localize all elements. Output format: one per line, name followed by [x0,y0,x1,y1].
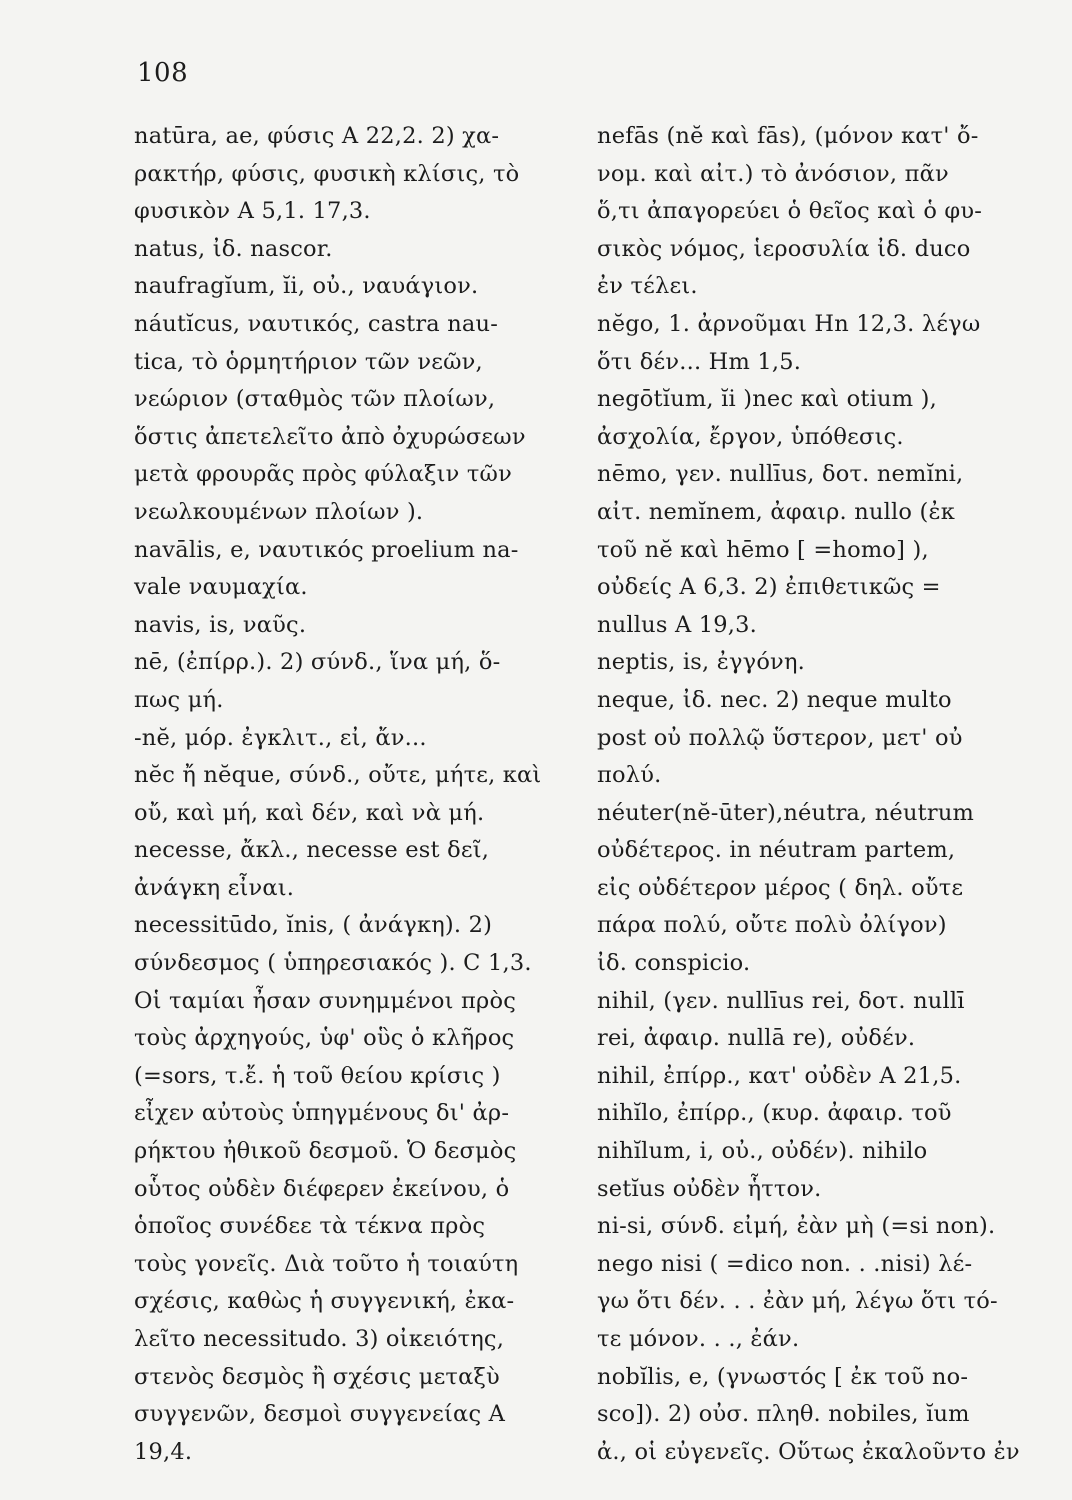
text-line: πάρα πολύ, οὔτε πολὺ ὀλίγον) [597,912,947,939]
text-line: nego nisi ( =dico non. . .nisi) λέ- [597,1250,973,1277]
text-line: γω ὅτι δέν. . . ἐὰν μή, λέγω ὅτι τό- [597,1288,998,1315]
text-line: navis, is, ναῦς. [134,611,307,638]
text-line: nihil, ἐπίρρ., κατ' οὐδὲν Α 21,5. [597,1062,962,1089]
text-line: naufragĭum, ĭi, οὐ., ναυάγιον. [134,273,479,300]
text-line: συγγενῶν, δεσμοὶ συγγενείας Α [134,1401,506,1428]
text-line: setĭus οὐδὲν ἧττον. [597,1175,822,1202]
text-line: post οὐ πολλῷ ὕστερον, μετ' οὐ [597,724,963,751]
text-line: νεωλκουμένων πλοίων ). [134,498,424,525]
text-line: 19,4. [134,1438,193,1465]
text-line: neptis, is, ἐγγόνη. [597,649,805,676]
text-line: sco]). 2) οὐσ. πληθ. nobiles, ĭum [597,1401,970,1428]
text-line: nefās (nĕ καὶ fās), (μόνον κατ' ὄ- [597,123,979,149]
text-line: τοῦ nĕ καὶ hēmo [ =homo] ), [597,536,929,563]
text-line: στενὸς δεσμὸς ἢ σχέσις μεταξὺ [134,1363,500,1390]
text-line: nĕc ἤ nĕque, σύνδ., οὔτε, μήτε, καὶ [134,762,542,789]
text-line: οὔ, καὶ μή, καὶ δέν, καὶ νὰ μή. [134,799,485,826]
text-line: ὅ,τι ἀπαγορεύει ὁ θεῖος καὶ ὁ φυ- [597,198,983,225]
text-line: néuter(nĕ-ūter),néutra, néutrum [597,799,975,826]
text-line: ὅτι δέν... Hm 1,5. [597,348,802,375]
text-line: rei, ἀφαιρ. nullā re), οὐδέν. [597,1025,916,1052]
text-line: μετὰ φρουρᾶς πρὸς φύλαξιν τῶν [134,461,512,488]
text-line: τε μόνον. . ., ἐάν. [597,1326,800,1352]
text-line: σύνδεσμος ( ὑπηρεσιακός ). C 1,3. [134,950,532,977]
text-line: ἀνάγκη εἶναι. [134,874,295,901]
text-line: ἰδ. conspicio. [597,950,751,977]
text-line: λεῖτο necessitudo. 3) οἰκειότης, [134,1326,505,1352]
text-line: nobĭlis, e, (γνωστός [ ἐκ τοῦ no- [597,1363,969,1390]
text-line: ἀ., οἱ εὐγενεῖς. Οὕτως ἐκαλοῦντο ἐν [597,1438,1020,1465]
text-line: nē, (ἐπίρρ.). 2) σύνδ., ἵνα μή, ὅ- [134,649,501,676]
text-line: σχέσις, καθὼς ἡ συγγενική, ἐκα- [134,1288,515,1315]
text-line: nihĭlo, ἐπίρρ., (κυρ. ἀφαιρ. τοῦ [597,1100,952,1127]
text-line: πως μή. [134,686,224,713]
text-line: εἰς οὐδέτερον μέρος ( δηλ. οὔτε [597,874,964,901]
text-line: νομ. καὶ αἰτ.) τὸ ἀνόσιον, πᾶν [597,160,949,187]
text-line: σικὸς νόμος, ἱεροσυλία ἰδ. duco [597,235,971,262]
text-line: Οἱ ταμίαι ἦσαν συνημμένοι πρὸς [134,987,516,1014]
text-line: ἐν τέλει. [597,273,698,300]
right-column [597,118,1039,1471]
text-line: ἀσχολία, ἔργον, ὑπόθεσις. [597,423,904,450]
text-line: vale ναυμαχία. [134,574,308,601]
text-line: νεώριον (σταθμὸς τῶν πλοίων, [134,386,496,413]
text-line: ρήκτου ἠθικοῦ δεσμοῦ. Ὁ δεσμὸς [134,1138,517,1165]
text-line: -nĕ, μόρ. ἐγκλιτ., εἰ, ἄν... [134,724,427,751]
text-line: natūra, ae, φύσις Α 22,2. 2) χα- [134,123,500,149]
text-line: οὐδείς Α 6,3. 2) ἐπιθετικῶς = [597,574,941,601]
text-line: τοὺς γονεῖς. Διὰ τοῦτο ἡ τοιαύτη [134,1250,519,1277]
text-line: ρακτήρ, φύσις, φυσικὴ κλίσις, τὸ [134,160,520,187]
text-line: πολύ. [597,762,662,789]
text-line: neque, ἰδ. nec. 2) neque multo [597,686,952,713]
text-line: necessitūdo, ĭnis, ( ἀνάγκη). 2) [134,912,493,939]
text-line: εἶχεν αὐτοὺς ὑπηγμένους δι' ἀρ- [134,1100,510,1127]
text-line: necesse, ἄκλ., necesse est δεῖ, [134,837,490,864]
text-line: οὐδέτερος. in néutram partem, [597,837,956,864]
text-line: nullus Α 19,3. [597,611,758,638]
left-column [134,118,574,1471]
text-line: ὁποῖος συνέδεε τὰ τέκνα πρὸς [134,1213,486,1240]
text-line: nēmo, γεν. nullīus, δοτ. nemĭni, [597,461,964,488]
text-line: nihĭlum, i, οὐ., οὐδέν). nihilo [597,1138,928,1165]
text-line: ni-si, σύνδ. εἰμή, ἐὰν μὴ (=si non). [597,1213,996,1240]
text-line: tica, τὸ ὁρμητήριον τῶν νεῶν, [134,348,483,375]
text-line: τοὺς ἀρχηγούς, ὑφ' οὓς ὁ κλῆρος [134,1025,515,1052]
text-line: natus, ἰδ. nascor. [134,235,333,262]
text-line: nĕgo, 1. ἀρνοῦμαι Hn 12,3. λέγω [597,310,981,337]
text-line: ὅστις ἀπετελεῖτο ἀπὸ ὀχυρώσεων [134,423,526,450]
text-line: αἰτ. nemĭnem, ἀφαιρ. nullo (ἐκ [597,498,956,525]
text-line: nihil, (γεν. nullīus rei, δοτ. nullī [597,987,965,1014]
text-line: (=sors, τ.ἔ. ἡ τοῦ θείου κρίσις ) [134,1062,501,1089]
text-line: οὗτος οὐδὲν διέφερεν ἐκείνου, ὁ [134,1175,510,1202]
text-line: navālis, e, ναυτικός proelium na- [134,536,519,563]
page-number: 108 [137,58,189,88]
text-line: negōtĭum, ĭi )nec καὶ otium ), [597,386,937,413]
text-line: φυσικὸν Α 5,1. 17,3. [134,198,371,225]
text-line: náutĭcus, ναυτικός, castra nau- [134,310,499,337]
